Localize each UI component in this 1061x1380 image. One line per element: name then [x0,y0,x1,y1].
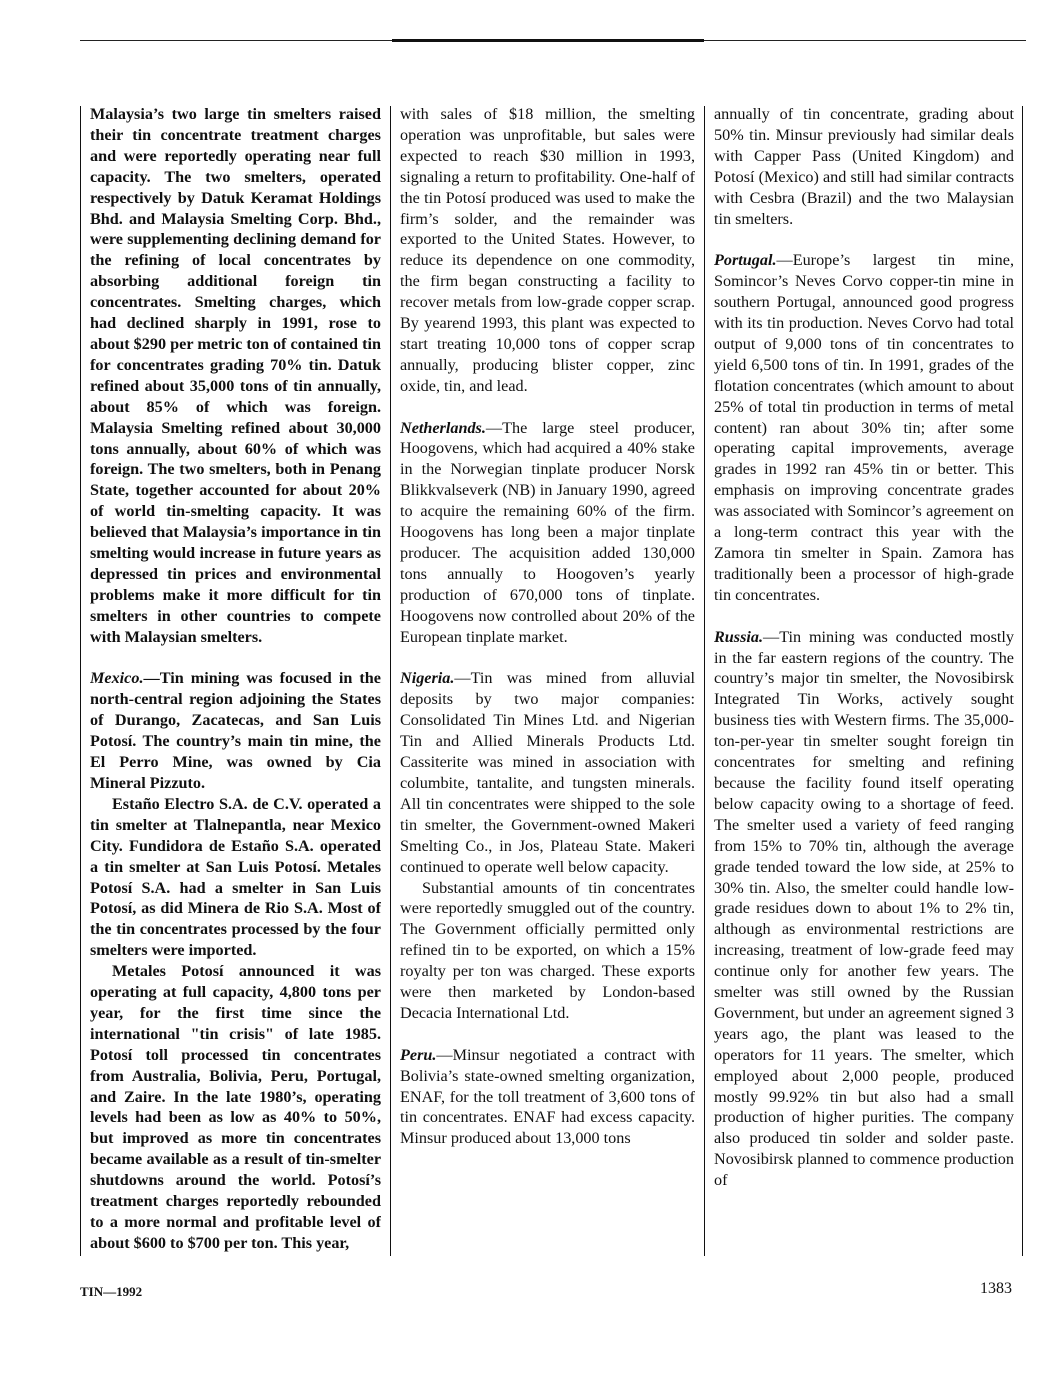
section-heading-portugal: Portugal. [714,251,777,270]
footer-label: TIN—1992 [80,1284,143,1299]
paragraph-minsur-continued: annually of tin concentrate, grading about 50% tin. Minsur previously had similar deals with Capper Pass (United Kingdom) and Potosí (Mexico) and still had similar contracts with Cesbra (Brazil) and the two Malaysian tin smelters. [714,105,1014,228]
text-column-1 [90,104,381,1256]
column-divider [704,106,705,1256]
section-heading-netherlands: Netherlands. [400,418,486,437]
section-heading-russia: Russia. [714,627,764,646]
column-divider [1022,106,1023,1256]
paragraph-text: —Europe’s largest tin mine, Somincor’s Neves Corvo copper-tin mine in southern Portugal, announced good progress with its tin production. Neves Corvo had total output of 9,000 tons of tin concentrates to yield 6,500 tons of tin. In 1991, grades of the flotation concentrates (which amount to about 25% of total tin production in terms of metal content) ran about 30% tin; after some operating capital improvements, average grades in 1992 ran 45% tin or better. This emphasis on improving concentrate grades was associated with Somincor’s agreement on a long-term contract this year with the Zamora tin smelter in Spain. Zamora has traditionally been a processor of high-grade tin concentrates. [714,251,1014,604]
section-heading-nigeria: Nigeria. [400,669,455,688]
column-divider [390,106,391,1256]
paragraph-metales-potosi: Metales Potosí announced it was operating at full capacity, 4,800 tons per year, for the first time since the international "tin crisis" of late 1985. Potosí toll processed tin concentrates from Australia, Bolivia, Peru, Portugal, and Zaire. In the late 1980’s, operating levels had been as low as 40% to 50%, but improved as more tin concentrates became available as a result of tin-smelter shutdowns around the world. Potosí’s treatment charges reportedly rebounded to a more normal and profitable level of about $600 to $700 per ton. This year, [90,962,381,1252]
column-divider [80,106,81,1256]
paragraph-malaysia: Malaysia’s two large tin smelters raised their tin concentrate treatment charges and were reportedly operating near full capacity. The two smelters, operated respectively by Datuk Keramat Holdings Bhd. and Malaysia Smelting Corp. Bhd., were supplementing declining demand for the refining of local concentrates by absorbing additional foreign tin concentrates. Smelting charges, which had declined sharply in 1991, rose to about $290 per metric ton of contained tin for concentrates grading 70% tin. Datuk refined about 35,000 tons of tin annually, about 85% of which was foreign. Malaysia Smelting refined about 30,000 tons annually, about 60% of which was foreign. The two smelters, both in Penang State, together accounted for about 20% of world tin-smelting capacity. It was believed that Malaysia’s importance in tin smelting would increase in future years as depressed tin prices and environmental problems make it more difficult for tin smelters in other countries to compete with Malaysian smelters. [90,105,381,646]
paragraph-text: —The large steel producer, Hoogovens, which had acquired a 40% stake in the Norwegian tinplate producer Norsk Blikkvalseverk (NB) in January 1990, agreed to acquire the remaining 60% of the firm. Hoogovens has long been a major tinplate producer. The acquisition added 130,000 tons annually to Hoogoven’s yearly production of 670,000 tons of tinplate. Hoogovens now controlled about 20% of the European tinplate market. [400,418,695,646]
paragraph-text: —Tin mining was conducted mostly in the far eastern regions of the country. The country’s major tin smelter, the Novosibirsk Integrated Tin Works, actively sought business ties with Western firms. The 35,000-ton-per-year tin smelter sought foreign tin concentrates for smelting and refining because the facility found itself operating below capacity owing to a shortage of feed. The smelter used a variety of feed ranging from 15% to 70% tin, although the average grade tended toward the low side, at 25% to 30% tin. Also, the smelter could handle low-grade residues down to about 1% to 2% tin, although as environmental restrictions are increasing, treatment of low-grade feed may continue only for another few years. The smelter was still owned by the Russian Government, but under an agreement signed 3 years ago, the plant was leased to the operators for 11 years. The smelter, which employed about 2,000 people, produced mostly 99.92% tin but also had a small production of higher purities. The company also produced tin solder and solder paste. Novosibirsk planned to commence production of [714,627,1014,1190]
text-column-3 [714,104,1014,1256]
page-number: 1383 [980,1280,1012,1297]
paragraph-potosi-continued: with sales of $18 million, the smelting operation was unprofitable, but sales were expected to reach $30 million in 1993, signaling a return to profitability. One-half of the tin Potosí produced was used to make the firm’s solder, and the remainder was exported to the United States. However, to reduce its dependence on one commodity, the firm began constructing a facility to recover metals from low-grade copper scrap. By yearend 1993, this plant was expected to start treating 10,000 tons of copper scrap annually, producing blister copper, zinc oxide, tin, and lead. [400,105,695,395]
paragraph-text: —Tin mining was focused in the north-central region adjoining the States of Durango, Zacatecas, and San Luis Potosí. The country’s main tin mine, the El Perro Mine, was owned by Cia Mineral Pizzuto. [90,669,381,792]
section-heading-mexico: Mexico. [90,669,144,688]
top-rule-accent [392,39,704,42]
paragraph-text: —Tin was mined from alluvial deposits by two major companies: Consolidated Tin Mines Ltd. and Nigerian Tin and Allied Minerals Products Ltd. Cassiterite was mined in association with columbite, tantalite, and tungsten minerals. All tin concentrates were shipped to the sole tin smelter, the Government-owned Makeri Smelting Co., in Jos, Plateau State. Makeri continued to operate well below capacity. [400,669,695,876]
paragraph-nigeria-smuggling: Substantial amounts of tin concentrates were reportedly smuggled out of the country. The Government officially permitted only refined tin to be exported, on which a 15% royalty per ton was charged. These exports were then marketed by London-based Decacia International Ltd. [400,878,695,1022]
paragraph-peru [400,1045,695,1150]
paragraph-nigeria [400,668,695,877]
paragraph-portugal [714,250,1014,605]
paragraph-russia [714,627,1014,1191]
paragraph-mexico-smelters: Estaño Electro S.A. de C.V. operated a tin smelter at Tlalnepantla, near Mexico City. Fundidora de Estaño S.A. operated a tin smelter at San Luis Potosí. Metales Potosí S.A. had a smelter in San Luis Potosí, as did Minera de Rio S.A. Most of the tin concentrates processed by the four smelters were imported. [90,794,381,960]
paragraph-mexico [90,668,381,793]
paragraph-text: —Minsur negotiated a contract with Bolivia’s state-owned smelting organization, ENAF, for the toll treatment of 3,600 tons of tin concentrates. ENAF had excess capacity. Minsur produced about 13,000 tons [400,1045,695,1148]
paragraph-netherlands [400,418,695,648]
text-column-2 [400,104,695,1256]
section-heading-peru: Peru. [400,1045,437,1064]
